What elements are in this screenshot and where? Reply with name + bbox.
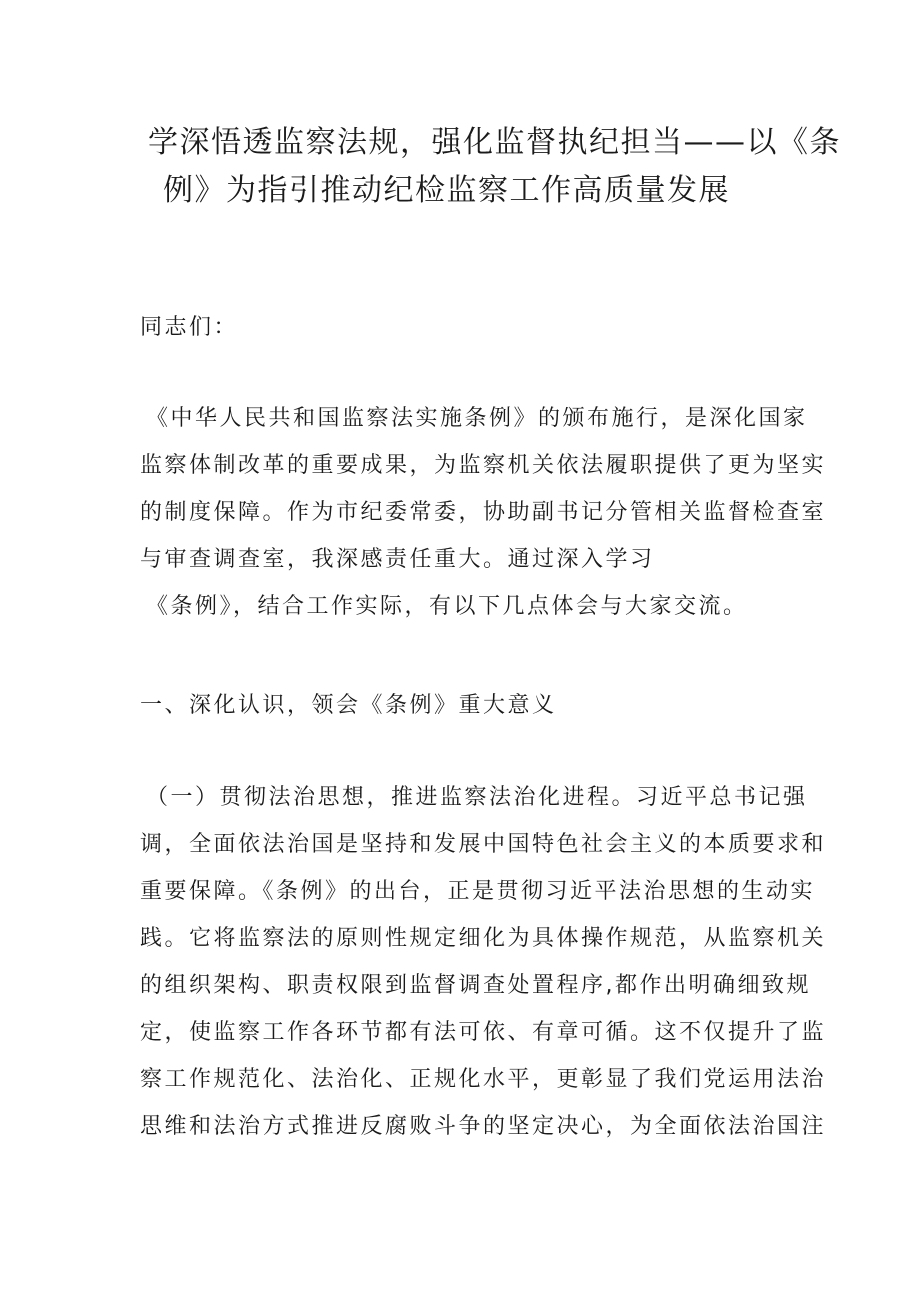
intro-line-5: 《条例》，结合工作实际，有以下几点体会与大家交流。	[146, 594, 748, 619]
intro-line-4: 与审查调查室，我深感责任重大。通过深入学习	[140, 547, 655, 572]
body-line-7: 察工作规范化、法治化、正规化水平，更彰显了我们党运用法治	[140, 1067, 827, 1092]
body-line-6: 定，使监察工作各环节都有法可依、有章可循。这不仅提升了监	[140, 1020, 827, 1045]
intro-line-3: 的制度保障。作为市纪委常委，协助副书记分管相关监督检查室	[140, 500, 827, 525]
body-line-8: 思维和法治方式推进反腐败斗争的坚定决心，为全面依法治国注	[140, 1114, 827, 1139]
intro-line-2: 监察体制改革的重要成果，为监察机关依法履职提供了更为坚实	[140, 453, 827, 478]
body-line-5: 的组织架构、职责权限到监督调查处置程序,都作出明确细致规	[140, 973, 811, 998]
body-line-1: （一）贯彻法治思想，推进监察法治化进程。习近平总书记强	[146, 785, 808, 810]
document-title-line-1: 学深悟透监察法规，强化监督执纪担当——以《条	[148, 125, 841, 160]
intro-line-1: 《中华人民共和国监察法实施条例》的颁布施行，是深化国家	[146, 406, 808, 431]
document-title-line-2: 例》为指引推动纪检监察工作高质量发展	[163, 173, 730, 208]
salutation-text: 同志们：	[140, 315, 239, 340]
body-line-3: 重要保障。《条例》的出台，正是贯彻习近平法治思想的生动实	[140, 879, 816, 904]
section-heading-text: 一、深化认识，领会《条例》重大意义	[140, 693, 557, 718]
body-line-4: 践。它将监察法的原则性规定细化为具体操作规范，从监察机关	[140, 926, 827, 951]
body-line-2: 调，全面依法治国是坚持和发展中国特色社会主义的本质要求和	[140, 832, 827, 857]
